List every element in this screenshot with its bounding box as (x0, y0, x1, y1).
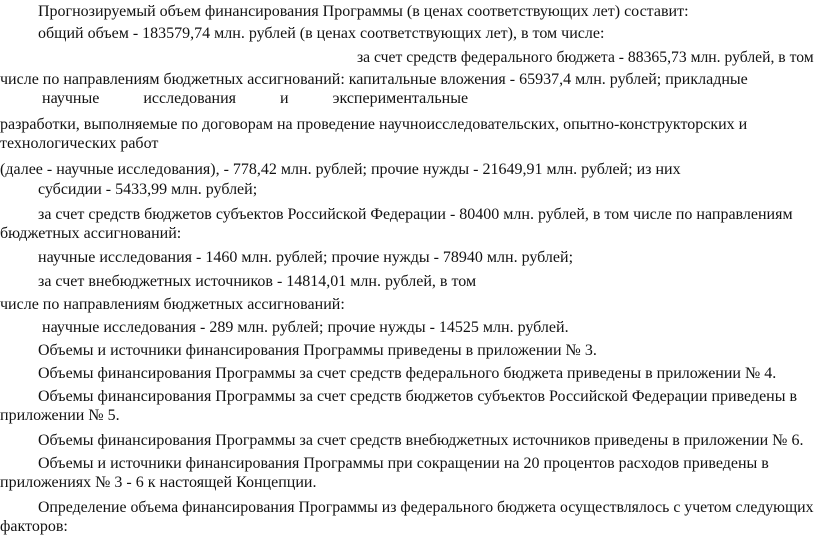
text-line: субсидии - 5433,99 млн. рублей; (38, 181, 258, 198)
text-line: Определение объема финансирования Программы из федерального бюджета осуществлялось с учетом следующих (38, 499, 814, 516)
text-line: за счет средств бюджетов субъектов Российской Федерации - 80400 млн. рублей, в том числе по направлениям (38, 206, 793, 223)
text-line: числе по направлениям бюджетных ассигнований: (0, 296, 345, 313)
text-line: Объемы финансирования Программы за счет средств бюджетов субъектов Российской Федерации приведены в (38, 388, 798, 405)
text-line: научные исследования - 1460 млн. рублей; прочие нужды - 78940 млн. рублей; (38, 249, 574, 266)
text-line: научные исследования - 289 млн. рублей; прочие нужды - 14525 млн. рублей. (42, 319, 569, 336)
text-line: Объемы финансирования Программы за счет средств федерального бюджета приведены в приложении № 4. (38, 365, 777, 382)
text-line: приложении № 5. (0, 407, 120, 424)
text-line: за счет внебюджетных источников - 14814,01 млн. рублей, в том (38, 273, 477, 290)
text-line: бюджетных ассигнований: (0, 225, 182, 242)
text-line: приложениях № 3 - 6 к настоящей Концепции. (0, 474, 317, 491)
text-line: общий объем - 183579,74 млн. рублей (в ценах соответствующих лет), в том числе: (38, 25, 605, 42)
text-line: факторов: (0, 518, 68, 535)
text-line: Объемы финансирования Программы за счет средств внебюджетных источников приведены в приложении № 6. (38, 432, 804, 449)
text-line: числе по направлениям бюджетных ассигнований: капитальные вложения - 65937,4 млн. рублей; прикладные (0, 71, 748, 88)
text-line: Объемы и источники финансирования Программы при сокращении на 20 процентов расходов приведены в (38, 455, 769, 472)
text-line: за счет средств федерального бюджета - 88365,73 млн. рублей, в том (357, 49, 814, 66)
text-line: Объемы и источники финансирования Программы приведены в приложении № 3. (38, 342, 597, 359)
text-line: Прогнозируемый объем финансирования Программы (в ценах соответствующих лет) составит: (38, 3, 689, 20)
text-line: технологических работ (0, 135, 159, 152)
text-line: научные исследования и экспериментальные (42, 90, 469, 107)
text-line: разработки, выполняемые по договорам на проведение научноисследовательских, опытно-конструкторских и (0, 116, 748, 133)
text-line: (далее - научные исследования), - 778,42 млн. рублей; прочие нужды - 21649,91 млн. рублей; из них (0, 161, 681, 178)
